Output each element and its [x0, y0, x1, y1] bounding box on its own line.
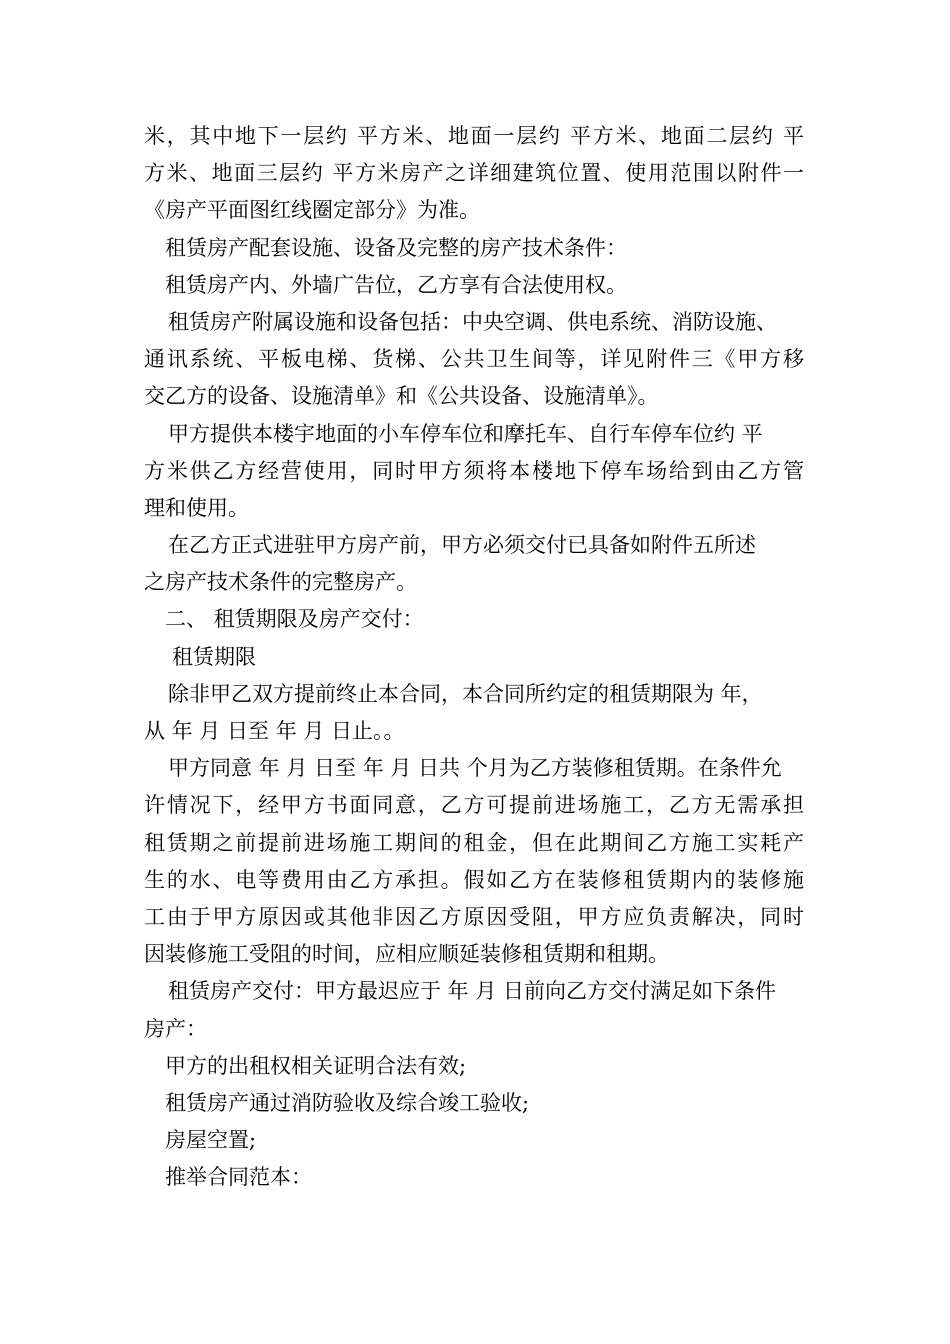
- text-line: 从 年 月 日至 年 月 日止。。: [144, 719, 405, 743]
- text-line: 之房产技术条件的完整房产。: [144, 570, 417, 595]
- text-line: 租赁房产内、外墙广告位，乙方享有合法使用权。: [165, 272, 627, 297]
- text-line: 租赁期之前提前进场施工期间的租金，但在此期间乙方施工实耗产: [144, 830, 804, 855]
- list-item: 房屋空置;: [165, 1128, 257, 1153]
- text-line: 《房产平面图红线圈定部分》为准。: [144, 198, 480, 223]
- text-line: 方米供乙方经营使用，同时甲方须将本楼地下停车场给到由乙方管: [144, 458, 804, 483]
- subsection-heading: 租赁期限: [172, 644, 256, 669]
- text-line: 生的水、电等费用由乙方承担。假如乙方在装修租赁期内的装修施: [144, 867, 804, 892]
- text-line: 理和使用。: [144, 495, 249, 520]
- list-item: 甲方的出租权相关证明合法有效;: [165, 1053, 467, 1078]
- text-line: 在乙方正式进驻甲方房产前，甲方必须交付已具备如附件五所述: [168, 533, 756, 558]
- text-line: 许情况下，经甲方书面同意，乙方可提前进场施工，乙方无需承担: [144, 793, 804, 818]
- text-line: 通讯系统、平板电梯、货梯、公共卫生间等，详见附件三《甲方移: [144, 347, 804, 372]
- text-line: 租赁房产配套设施、设备及完整的房产技术条件：: [165, 235, 627, 260]
- text-line: 除非甲乙双方提前终止本合同，本合同所约定的租赁期限为 年，: [168, 681, 763, 706]
- section-heading: 二、 租赁期限及房产交付：: [165, 607, 424, 632]
- text-line: 甲方提供本楼宇地面的小车停车位和摩托车、自行车停车位约 平: [168, 421, 763, 446]
- text-line: 租赁房产交付：甲方最迟应于 年 月 日前向乙方交付满足如下条件: [168, 979, 777, 1004]
- text-line: 交乙方的设备、设施清单》和《公共设备、设施清单》。: [144, 384, 659, 409]
- list-item: 租赁房产通过消防验收及综合竣工验收;: [165, 1090, 530, 1115]
- text-line: 甲方同意 年 月 日至 年 月 日共 个月为乙方装修租赁期。在条件允: [168, 756, 782, 781]
- text-line: 米，其中地下一层约 平方米、地面一层约 平方米、地面二层约 平: [144, 124, 804, 148]
- text-line: 方米、地面三层约 平方米房产之详细建筑位置、使用范围以附件一: [144, 161, 804, 186]
- text-line: 工由于甲方原因或其他非因乙方原因受阻，甲方应负责解决，同时: [144, 904, 804, 929]
- list-item: 推举合同范本：: [165, 1165, 312, 1190]
- text-line: 房产：: [144, 1016, 207, 1041]
- text-line: 因装修施工受阻的时间，应相应顺延装修租赁期和租期。: [144, 942, 669, 967]
- document-body: [144, 118, 814, 1196]
- text-line: 租赁房产附属设施和设备包括：中央空调、供电系统、消防设施、: [168, 309, 777, 334]
